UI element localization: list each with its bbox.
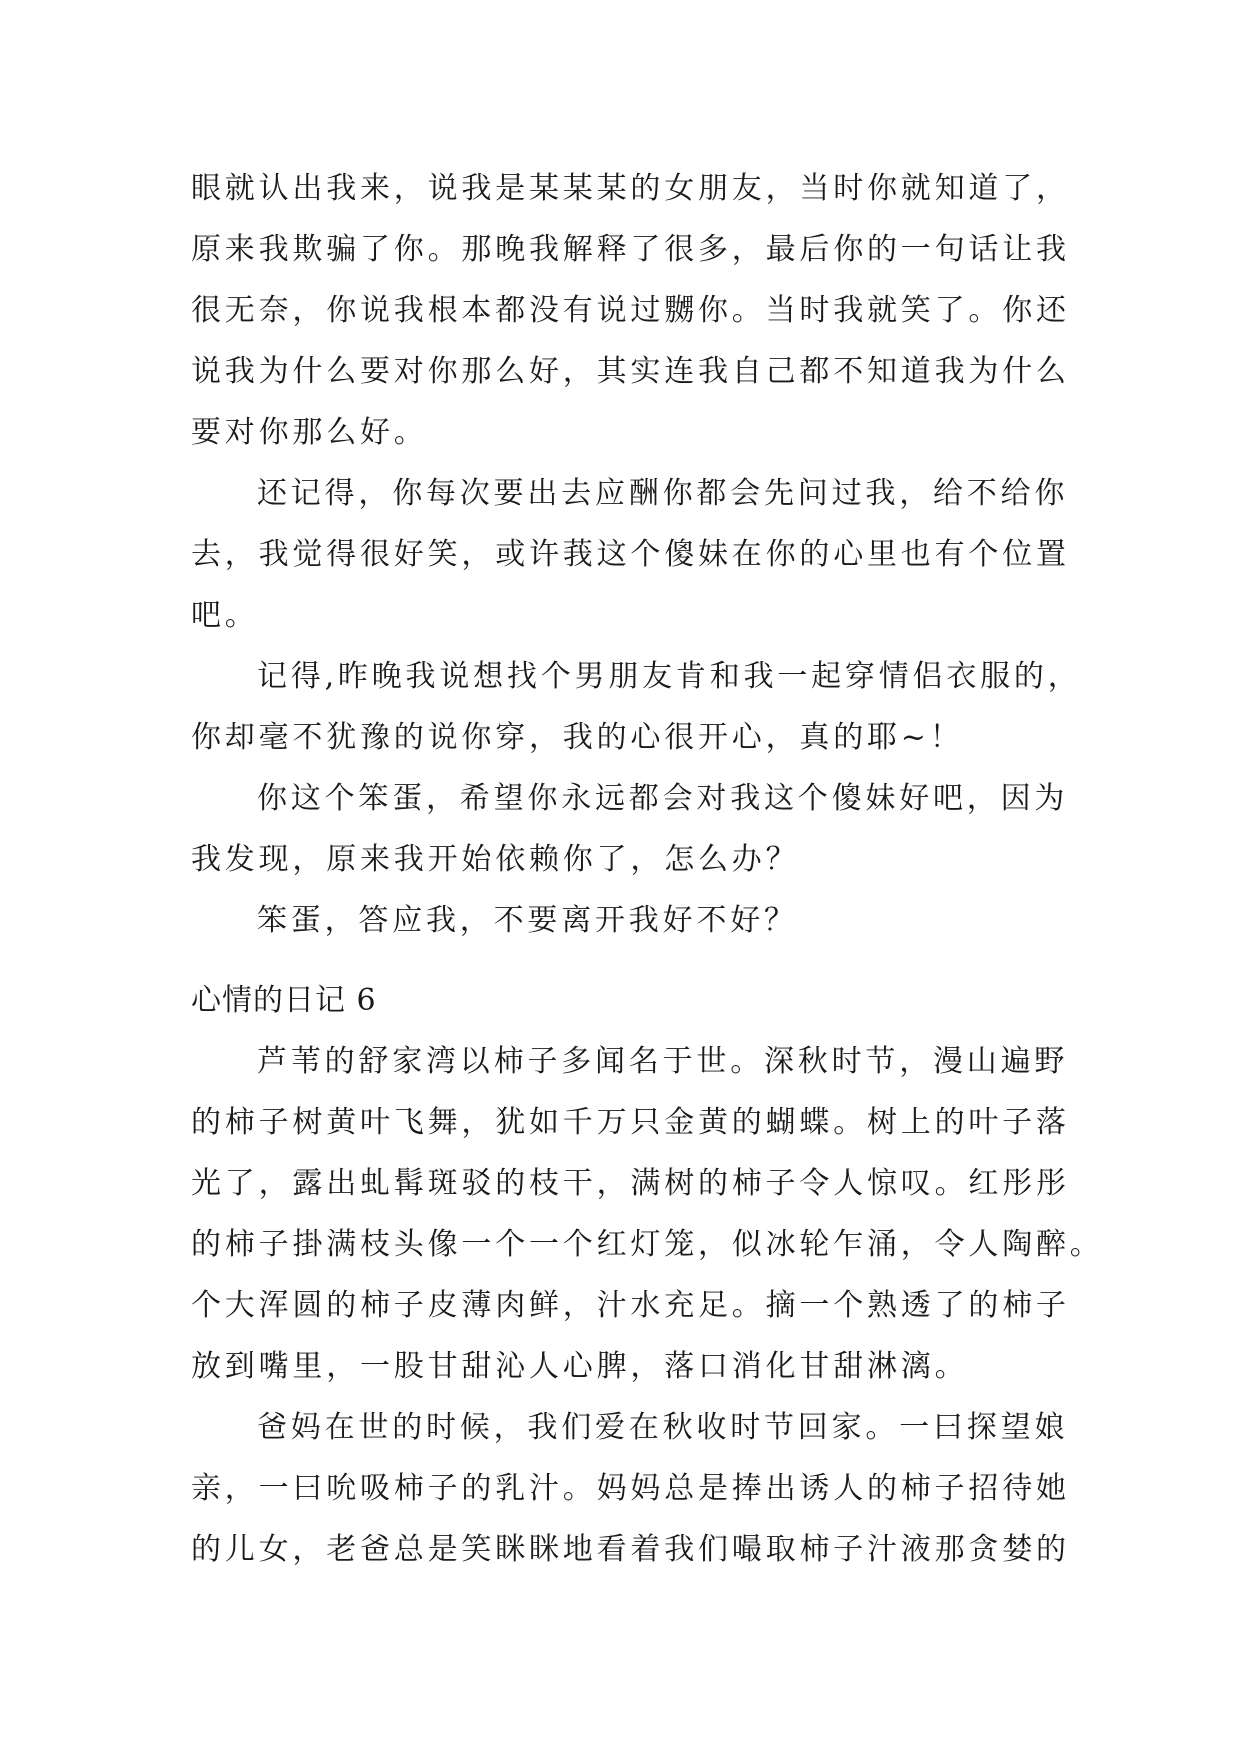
text-line: 亲，一曰吮吸柿子的乳汁。妈妈总是捧出诱人的柿子招待她 [191, 1471, 1070, 1506]
paragraph-first-line: 你这个笨蛋，希望你永远都会对我这个傻妹好吧，因为 [257, 781, 1069, 816]
text-line: 原来我欺骗了你。那晚我解释了很多，最后你的一句话让我 [191, 232, 1070, 267]
text-line: 你却毫不犹豫的说你穿，我的心很开心，真的耶~！ [191, 720, 964, 755]
paragraph-first-line: 笨蛋，答应我，不要离开我好不好？ [257, 903, 798, 938]
text-line: 眼就认出我来，说我是某某某的女朋友，当时你就知道了， [191, 171, 1070, 206]
paragraph-first-line: 还记得，你每次要出去应酬你都会先问过我，给不给你 [257, 476, 1069, 511]
text-line: 很无奈，你说我根本都没有说过嬲你。当时我就笑了。你还 [191, 293, 1070, 328]
text-line: 个大浑圆的柿子皮薄肉鲜，汁水充足。摘一个熟透了的柿子 [191, 1288, 1070, 1323]
text-line: 的儿女，老爸总是笑眯眯地看着我们嘬取柿子汁液那贪婪的 [191, 1532, 1070, 1567]
text-line: 我发现，原来我开始依赖你了，怎么办？ [191, 842, 800, 877]
text-line: 要对你那么好。 [191, 415, 428, 450]
diary-text-part-2 [191, 1031, 1104, 1580]
diary-text-part-1 [191, 158, 1082, 951]
text-line: 去，我觉得很好笑，或许莪这个傻妹在你的心里也有个位置 [191, 537, 1070, 572]
text-line: 光了，露出虬髯斑驳的枝干，满树的柿子令人惊叹。红彤彤 [191, 1166, 1070, 1201]
text-line: 吧。 [191, 598, 259, 633]
text-line: 放到嘴里，一股甘甜沁人心脾，落口消化甘甜淋漓。 [191, 1349, 969, 1384]
text-line: 的柿子掛满枝头像一个一个红灯笼，似冰轮乍涌，令人陶醉。 [191, 1227, 1104, 1262]
paragraph-first-line: 芦苇的舒家湾以柿子多闻名于世。深秋时节，漫山遍野 [257, 1044, 1069, 1079]
paragraph-first-line: 记得,昨晚我说想找个男朋友肯和我一起穿情侣衣服的， [257, 659, 1082, 694]
paragraph-first-line: 爸妈在世的时候，我们爱在秋收时节回家。一曰探望娘 [257, 1410, 1069, 1445]
section-heading: 心情的日记 6 [191, 983, 377, 1018]
text-line: 说我为什么要对你那么好，其实连我自己都不知道我为什么 [191, 354, 1070, 389]
text-line: 的柿子树黄叶飞舞，犹如千万只金黄的蝴蝶。树上的叶子落 [191, 1105, 1070, 1140]
